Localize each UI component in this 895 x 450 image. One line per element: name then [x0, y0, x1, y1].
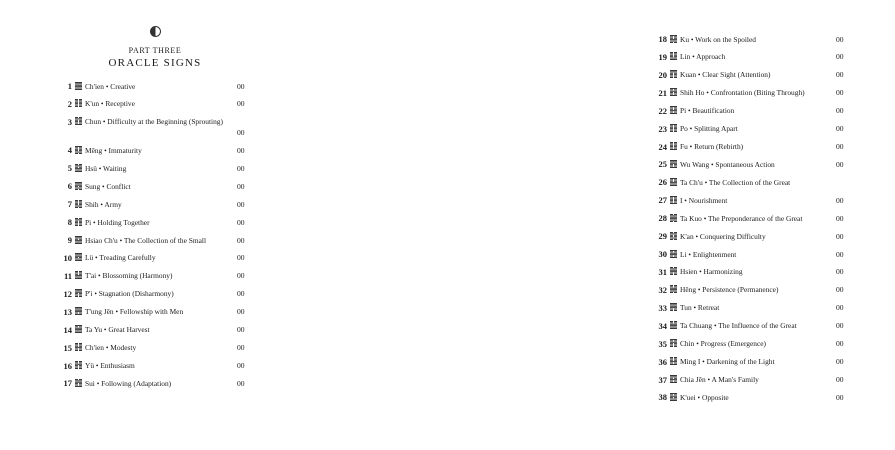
contents-entry [650, 303, 895, 321]
entry-number: 10 [63, 252, 72, 263]
entry-number: 12 [63, 288, 72, 299]
hexagram-icon [670, 357, 677, 365]
entry-title: Shih • Army [85, 199, 122, 209]
contents-entry [55, 361, 300, 379]
entry-title: K'an • Conquering Difficulty [680, 231, 766, 241]
left-entry-list [55, 81, 300, 396]
page-number: 00 [237, 378, 245, 388]
entry-number: 28 [658, 213, 667, 224]
hexagram-icon [75, 146, 82, 154]
page-number: 00 [237, 289, 245, 299]
entry-title: T'ung Jên • Fellowship with Men [85, 307, 184, 317]
page-number: 00 [836, 285, 844, 295]
contents-entry [650, 88, 895, 106]
entry-title: Ta Chuang • The Influence of the Great [680, 321, 797, 331]
hexagram-icon [670, 232, 677, 240]
entry-title: Hsien • Harmonizing [680, 267, 743, 277]
left-page [0, 0, 300, 450]
entry-number: 37 [658, 374, 667, 385]
hexagram-icon [75, 289, 82, 297]
hexagram-icon [670, 70, 677, 78]
page-number: 00 [237, 307, 245, 317]
hexagram-icon [670, 393, 677, 401]
entry-number: 23 [658, 123, 667, 134]
contents-entry [650, 106, 895, 124]
hexagram-icon [75, 343, 82, 351]
entry-title: Sui • Following (Adaptation) [85, 378, 172, 388]
hexagram-icon [670, 375, 677, 383]
hexagram-icon [670, 142, 677, 150]
entry-number: 34 [658, 320, 667, 331]
hexagram-icon [670, 124, 677, 132]
right-page [300, 0, 844, 450]
entry-title: Hsiao Ch'u • The Collection of the Small [85, 235, 206, 245]
page-number: 00 [237, 271, 245, 281]
contents-entry [55, 253, 300, 271]
entry-title: Chin • Progress (Emergence) [680, 339, 766, 349]
entry-number: 20 [658, 69, 667, 80]
part-label: PART THREE [128, 46, 182, 55]
entry-number: 33 [658, 302, 667, 313]
entry-title: K'uei • Opposite [680, 392, 729, 402]
page-number: 00 [237, 199, 245, 209]
entry-number: 7 [67, 199, 72, 210]
hexagram-icon [670, 303, 677, 311]
entry-title: Kuan • Clear Sight (Attention) [680, 70, 771, 80]
entry-title: Po • Splitting Apart [680, 124, 738, 134]
page-number: 00 [836, 392, 844, 402]
entry-number: 1 [67, 81, 72, 91]
contents-entry [55, 81, 300, 99]
contents-entry [650, 267, 895, 285]
contents-entry [650, 34, 895, 52]
contents-entry [55, 343, 300, 361]
page-number: 00 [237, 181, 245, 191]
entry-number: 3 [67, 116, 72, 127]
page-number: 00 [836, 213, 844, 223]
contents-entry [650, 70, 895, 88]
hexagram-icon [75, 164, 82, 172]
entry-title: Ta Kuo • The Preponderance of the Great [680, 213, 803, 223]
contents-entry [55, 181, 300, 199]
page-number: 00 [237, 253, 245, 263]
hexagram-icon [670, 214, 677, 222]
contents-entry [55, 307, 300, 325]
page-number: 00 [237, 343, 245, 353]
entry-title: Sung • Conflict [85, 181, 131, 191]
entry-number: 5 [67, 163, 72, 174]
entry-title: Chia Jên • A Man's Family [680, 375, 759, 385]
entry-number: 25 [658, 159, 667, 170]
contents-entry [650, 249, 895, 267]
entry-title: Tun • Retreat [680, 303, 720, 313]
contents-entry [650, 357, 895, 375]
entry-number: 36 [658, 356, 667, 367]
page-number: 00 [836, 52, 844, 62]
entry-number: 16 [63, 360, 72, 371]
hexagram-icon [75, 200, 82, 208]
contents-entry [55, 289, 300, 307]
section-header [60, 24, 250, 69]
page-number: 00 [836, 339, 844, 349]
entry-title: P'i • Stagnation (Disharmony) [85, 289, 174, 299]
page-number: 00 [836, 88, 844, 98]
entry-title: Pi • Beautification [680, 106, 735, 116]
entry-number: 26 [658, 177, 667, 188]
entry-number: 11 [63, 270, 72, 281]
page-number: 00 [237, 81, 245, 91]
entry-number: 32 [658, 284, 667, 295]
entry-number: 38 [658, 392, 667, 403]
page-number: 00 [836, 267, 844, 277]
hexagram-icon [75, 325, 82, 333]
entry-title: Hêng • Persistence (Permanence) [680, 285, 779, 295]
entry-title: Lü • Treading Carefully [85, 253, 156, 263]
contents-entry [55, 235, 300, 253]
entry-title: T'ai • Blossoming (Harmony) [85, 271, 173, 281]
contents-entry [650, 195, 895, 213]
entry-title: Shih Ho • Confrontation (Biting Through) [680, 88, 805, 98]
contents-entry [650, 52, 895, 70]
hexagram-icon [670, 321, 677, 329]
page-number: 00 [836, 303, 844, 313]
entry-number: 17 [63, 378, 72, 389]
entry-title: Pi • Holding Together [85, 217, 150, 227]
hexagram-icon [75, 379, 82, 387]
hexagram-icon [670, 35, 677, 43]
entry-number: 19 [658, 51, 667, 62]
contents-entry [650, 159, 895, 177]
entry-number: 2 [67, 98, 72, 109]
entry-number: 31 [658, 266, 667, 277]
page-number: 00 [237, 217, 245, 227]
contents-entry [650, 231, 895, 249]
entry-title: Hsü • Waiting [85, 163, 127, 173]
entry-number: 8 [67, 217, 72, 228]
page-number: 00 [237, 163, 245, 173]
contents-entry [55, 199, 300, 217]
contents-entry [650, 124, 895, 142]
contents-entry [650, 285, 895, 303]
contents-entry [55, 271, 300, 289]
entry-number: 15 [63, 342, 72, 353]
entry-title: Ming I • Darkening of the Light [680, 357, 775, 367]
hexagram-icon [75, 307, 82, 315]
hexagram-icon [670, 267, 677, 275]
page-number: 00 [237, 361, 245, 370]
page-number: 00 [836, 321, 844, 331]
page-number: 00 [836, 357, 844, 367]
contents-entry [55, 145, 300, 163]
hexagram-icon [670, 285, 677, 293]
page-number: 00 [836, 34, 844, 44]
hexagram-icon [75, 236, 82, 244]
page-number: 00 [836, 124, 844, 134]
contents-entry [650, 177, 895, 195]
page-number: 00 [836, 106, 844, 116]
entry-title: Fu • Return (Rebirth) [680, 142, 744, 152]
hexagram-icon [670, 88, 677, 96]
hexagram-icon [75, 117, 82, 125]
entry-number: 14 [63, 324, 72, 335]
hexagram-icon [75, 99, 82, 107]
entry-number: 27 [658, 195, 667, 206]
hexagram-icon [75, 271, 82, 279]
entry-title: Chun • Difficulty at the Beginning (Sprouting) [85, 117, 223, 127]
contents-entry [650, 392, 895, 410]
hexagram-icon [670, 178, 677, 186]
entry-title: Ch'ien • Creative [85, 81, 136, 91]
page-number: 00 [237, 325, 245, 335]
entry-number: 29 [658, 231, 667, 242]
hexagram-icon [670, 196, 677, 204]
entry-number: 18 [658, 34, 667, 44]
contents-entry [55, 378, 300, 396]
hexagram-icon [670, 106, 677, 114]
entry-title: K'un • Receptive [85, 99, 135, 109]
yin-yang-icon [150, 26, 161, 37]
entry-title: Ta Yu • Great Harvest [85, 325, 150, 335]
entry-title: Ku • Work on the Spoiled [680, 34, 756, 44]
hexagram-icon [75, 218, 82, 226]
page-number: 00 [237, 99, 245, 109]
hexagram-icon [75, 361, 82, 369]
page-number: 00 [836, 231, 844, 241]
page-number: 00 [237, 145, 245, 155]
contents-entry [650, 339, 895, 357]
hexagram-icon [670, 160, 677, 168]
entry-title: Wu Wang • Spontaneous Action [680, 159, 775, 169]
entry-number: 13 [63, 306, 72, 317]
entry-number: 30 [658, 249, 667, 260]
entry-title: Ch'ien • Modesty [85, 343, 137, 353]
contents-entry [55, 217, 300, 235]
hexagram-icon [75, 182, 82, 190]
contents-entry [55, 325, 300, 343]
entry-number: 22 [658, 105, 667, 116]
entry-number: 35 [658, 338, 667, 349]
entry-title: Ta Ch'u • The Collection of the Great [680, 177, 791, 187]
hexagram-icon [670, 339, 677, 347]
entry-number: 4 [67, 145, 72, 156]
page-number: 00 [836, 70, 844, 80]
entry-number: 6 [67, 181, 72, 192]
entry-number: 24 [658, 141, 667, 152]
contents-entry [55, 117, 300, 146]
page-number: 00 [836, 375, 844, 385]
page-number: 00 [237, 127, 245, 137]
entry-title: Lin • Approach [680, 52, 726, 62]
entry-number: 21 [658, 87, 667, 98]
hexagram-icon [670, 52, 677, 60]
contents-entry [650, 321, 895, 339]
page-number: 00 [836, 249, 844, 259]
page-number: 00 [237, 235, 245, 245]
page-number: 00 [836, 159, 844, 169]
hexagram-icon [75, 253, 82, 261]
right-entry-list [650, 34, 895, 410]
entry-title: I • Nourishment [680, 195, 728, 205]
contents-entry [650, 375, 895, 393]
entry-title: Yü • Enthusiasm [85, 361, 135, 370]
page-number: 00 [836, 142, 844, 152]
contents-entry [650, 142, 895, 160]
contents-entry [55, 163, 300, 181]
entry-title: Mêng • Immaturity [85, 145, 142, 155]
entry-title: Li • Enlightenment [680, 249, 737, 259]
section-title: ORACLE SIGNS [108, 57, 202, 69]
contents-entry [55, 99, 300, 117]
hexagram-icon [75, 82, 82, 90]
contents-entry [650, 213, 895, 231]
entry-number: 9 [67, 235, 72, 246]
hexagram-icon [670, 250, 677, 258]
page-number: 00 [836, 195, 844, 205]
